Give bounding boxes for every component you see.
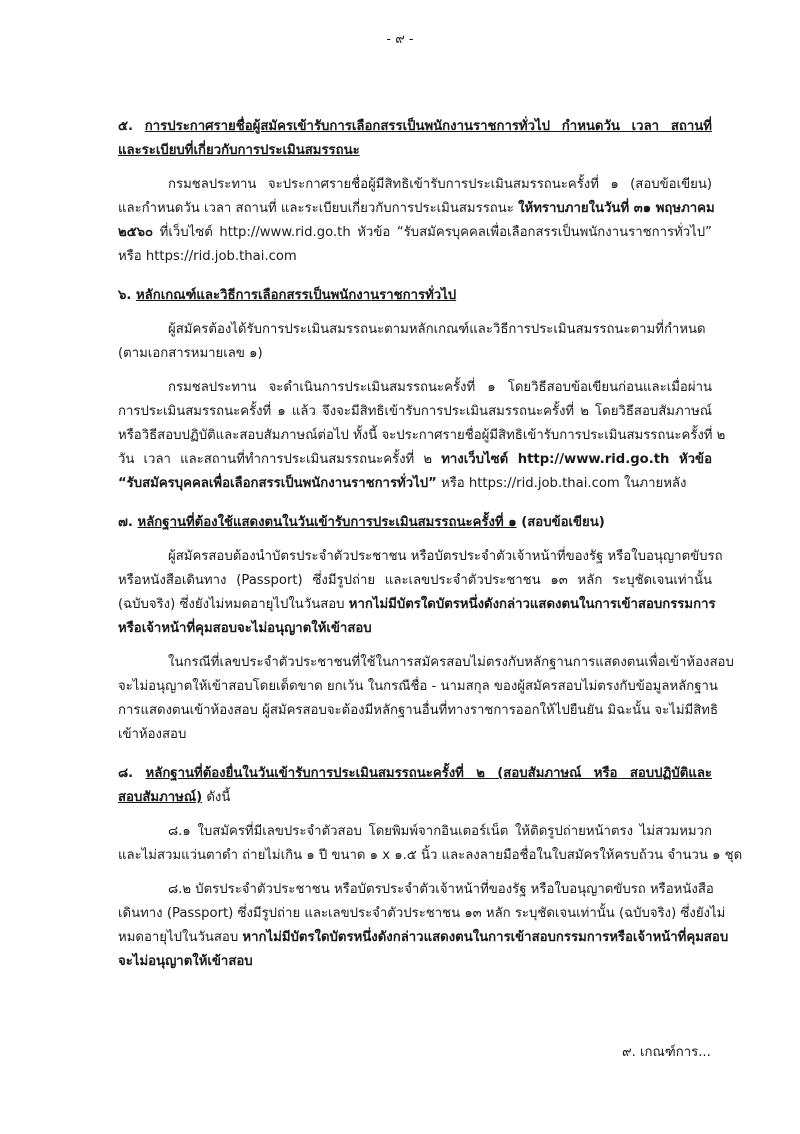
text-line	[118, 511, 712, 535]
text: กรมชลประทาน จะประกาศรายชื่อผู้มีสิทธิเข้ารับการประเมินสมรรถนะครั้งที่ ๑ (สอบข้อเขียน)	[168, 177, 712, 192]
text-line	[118, 617, 712, 641]
text-line	[118, 593, 716, 617]
text: เข้าห้องสอบ	[118, 727, 187, 742]
underlined-text: หลักเกณฑ์และวิธีการเลือกสรรเป็นพนักงานราชการทั่วไป	[135, 288, 457, 303]
text-line	[118, 569, 712, 593]
text-line	[118, 762, 712, 786]
text: ๘.๒ บัตรประจำตัวประชาชน หรือบัตรประจำตัวเจ้าหน้าที่ของรัฐ หรือใบอนุญาตขับรถ หรือหนังสือ	[168, 882, 714, 897]
text: ผู้สมัครต้องได้รับการประเมินสมรรถนะตามหลักเกณฑ์และวิธีการประเมินสมรรถนะตามที่กำหนด	[168, 322, 706, 337]
text-line	[118, 820, 712, 844]
text-line	[118, 197, 715, 221]
underlined-text: สอบสัมภาษณ์)	[118, 790, 203, 805]
text-line	[118, 376, 712, 400]
text-line	[118, 245, 712, 269]
bold-text: หากไม่มีบัตรใดบัตรหนึ่งดังกล่าวแสดงตนในการเข้าสอบกรรมการหรือเจ้าหน้าที่คุมสอบ	[242, 930, 729, 945]
text-line	[118, 878, 712, 902]
document-body	[118, 115, 743, 974]
section-heading	[118, 284, 712, 308]
bold-text: “รับสมัครบุคคลเพื่อเลือกสรรเป็นพนักงานราชการทั่วไป”	[118, 476, 437, 491]
underlined-text: การประกาศรายชื่อผู้สมัครเข้ารับการเลือกสรรเป็นพนักงานราชการทั่วไป กำหนดวัน เวลา สถานที่	[144, 119, 712, 134]
text-line	[118, 221, 712, 245]
text-line	[118, 342, 712, 366]
text-line	[118, 115, 712, 139]
text: หรือ https://rid.job.thai.com	[118, 249, 297, 264]
text-line	[118, 318, 712, 342]
text: และกำหนดวัน เวลา สถานที่ และระเบียบเกี่ยวกับการประเมินสมรรถนะ	[118, 201, 519, 216]
underlined-text: หลักฐานที่ต้องยื่นในวันเข้ารับการประเมินสมรรถนะครั้งที่ ๒ (สอบสัมภาษณ์ หรือ สอบปฏิบัติและ	[145, 766, 712, 781]
bold-text: ให้ทราบภายในวันที่ ๓๑ พฤษภาคม	[518, 201, 715, 216]
text: (ฉบับจริง) ซึ่งยังไม่หมดอายุไปในวันสอบ	[118, 597, 349, 612]
body-paragraph	[118, 878, 729, 974]
text-line	[118, 675, 718, 699]
section-heading	[118, 762, 712, 810]
text-line	[118, 926, 729, 950]
text: และไม่สวมแว่นตาดำ ถ่ายไม่เกิน ๑ ปี ขนาด ๑ x ๑.๕ นิ้ว และลงลายมือชื่อในใบสมัครให้ครบถ้วน จำนวน ๑ ชุด	[118, 848, 743, 863]
bold-text: จะไม่อนุญาตให้เข้าสอบ	[118, 954, 253, 969]
text: กรมชลประทาน จะดำเนินการประเมินสมรรถนะครั้งที่ ๑ โดยวิธีสอบข้อเขียนก่อนและเมื่อผ่าน	[168, 380, 712, 395]
text-line	[118, 173, 712, 197]
text: เดินทาง (Passport) ซึ่งมีรูปถ่าย และเลขประจำตัวประชาชน ๑๓ หลัก ระบุชัดเจนเท่านั้น (ฉบับจริง) ซึ่งยังไม่	[118, 906, 726, 921]
bold-text: หรือเจ้าหน้าที่คุมสอบจะไม่อนุญาตให้เข้าสอบ	[118, 621, 372, 636]
text: ดังนี้	[202, 790, 231, 805]
next-page-continuation: ๙. เกณฑ์การ...	[622, 1045, 711, 1060]
text: (ตามเอกสารหมายเลข ๑)	[118, 346, 263, 361]
section-heading	[118, 511, 712, 535]
text-line	[118, 284, 712, 308]
text-line	[118, 786, 712, 810]
bold-text: หากไม่มีบัตรใดบัตรหนึ่งดังกล่าวแสดงตนในการเข้าสอบกรรมการ	[348, 597, 716, 612]
text: หรือ https://rid.job.thai.com ในภายหลัง	[436, 476, 687, 491]
underlined-text: หลักฐานที่ต้องใช้แสดงตนในวันเข้ารับการประเมินสมรรถนะครั้งที่ ๑	[137, 515, 517, 530]
body-paragraph	[118, 318, 712, 366]
text-line	[118, 472, 712, 496]
bold-text: ๘.	[118, 766, 146, 781]
page-number: - ๙ -	[386, 32, 414, 47]
text-line	[118, 902, 726, 926]
body-paragraph	[118, 173, 715, 269]
text-line	[118, 723, 712, 747]
text: การแสดงตนเข้าห้องสอบ ผู้สมัครสอบจะต้องมีหลักฐานอื่นที่ทางราชการออกให้ไปยืนยัน มิฉะนั้น จะไม่มีสิทธิ	[118, 703, 719, 718]
text: ในกรณีที่เลขประจำตัวประชาชนที่ใช้ในการสมัครสอบไม่ตรงกับหลักฐานการแสดงตนเพื่อเข้าห้องสอบ	[168, 655, 734, 670]
bold-text: ๒๕๖๐	[118, 225, 154, 240]
text: หรือหนังสือเดินทาง (Passport) ซึ่งมีรูปถ่าย และเลขประจำตัวประชาชน ๑๓ หลัก ระบุชัดเจนเท่านั้น	[118, 573, 712, 588]
text: จะไม่อนุญาตให้เข้าสอบโดยเด็ดขาด ยกเว้น ในกรณีชื่อ - นามสกุล ของผู้สมัครสอบไม่ตรงกับข้อมูลหลักฐาน	[118, 679, 718, 694]
text-line	[118, 424, 726, 448]
bold-text: (สอบข้อเขียน)	[516, 515, 605, 530]
text-line	[118, 139, 712, 163]
body-paragraph	[118, 820, 743, 868]
text-line	[118, 844, 743, 868]
bold-text: ๗.	[118, 515, 138, 530]
text: วัน เวลา และสถานที่ทำการประเมินสมรรถนะครั้งที่ ๒	[118, 452, 442, 467]
bold-text: ทางเว็บไซต์ http://www.rid.go.th หัวข้อ	[441, 452, 712, 467]
section-heading	[118, 115, 712, 163]
text-line	[118, 400, 712, 424]
text: หรือวิธีสอบปฏิบัติและสอบสัมภาษณ์ต่อไป ทั้งนี้ จะประกาศรายชื่อผู้มีสิทธิเข้ารับการประเมินสมรรถนะครั้งที่ ๒	[118, 428, 726, 443]
text-line	[118, 448, 712, 472]
text: ๘.๑ ใบสมัครที่มีเลขประจำตัวสอบ โดยพิมพ์จากอินเตอร์เน็ต ให้ติดรูปถ่ายหน้าตรง ไม่สวมหมวก	[168, 824, 712, 839]
text-line	[118, 699, 719, 723]
bold-text: ๕.	[118, 119, 145, 134]
body-paragraph	[118, 376, 726, 496]
text-line	[118, 651, 734, 675]
body-paragraph	[118, 545, 723, 641]
text: ผู้สมัครสอบต้องนำบัตรประจำตัวประชาชน หรือบัตรประจำตัวเจ้าหน้าที่ของรัฐ หรือใบอนุญาตขับรถ	[168, 549, 723, 564]
bold-text: ๖.	[118, 288, 136, 303]
text: ที่เว็บไซต์ http://www.rid.go.th หัวข้อ “รับสมัครบุคคลเพื่อเลือกสรรเป็นพนักงานราชการทั่วไป”	[153, 225, 712, 240]
body-paragraph	[118, 651, 734, 747]
text: การประเมินสมรรถนะครั้งที่ ๑ แล้ว จึงจะมีสิทธิเข้ารับการประเมินสมรรถนะครั้งที่ ๒ โดยวิธีสอบสัมภาษณ์	[118, 404, 712, 419]
text: หมดอายุไปในวันสอบ	[118, 930, 243, 945]
text-line	[118, 950, 712, 974]
underlined-text: และระเบียบที่เกี่ยวกับการประเมินสมรรถนะ	[118, 143, 360, 158]
text-line	[118, 545, 723, 569]
